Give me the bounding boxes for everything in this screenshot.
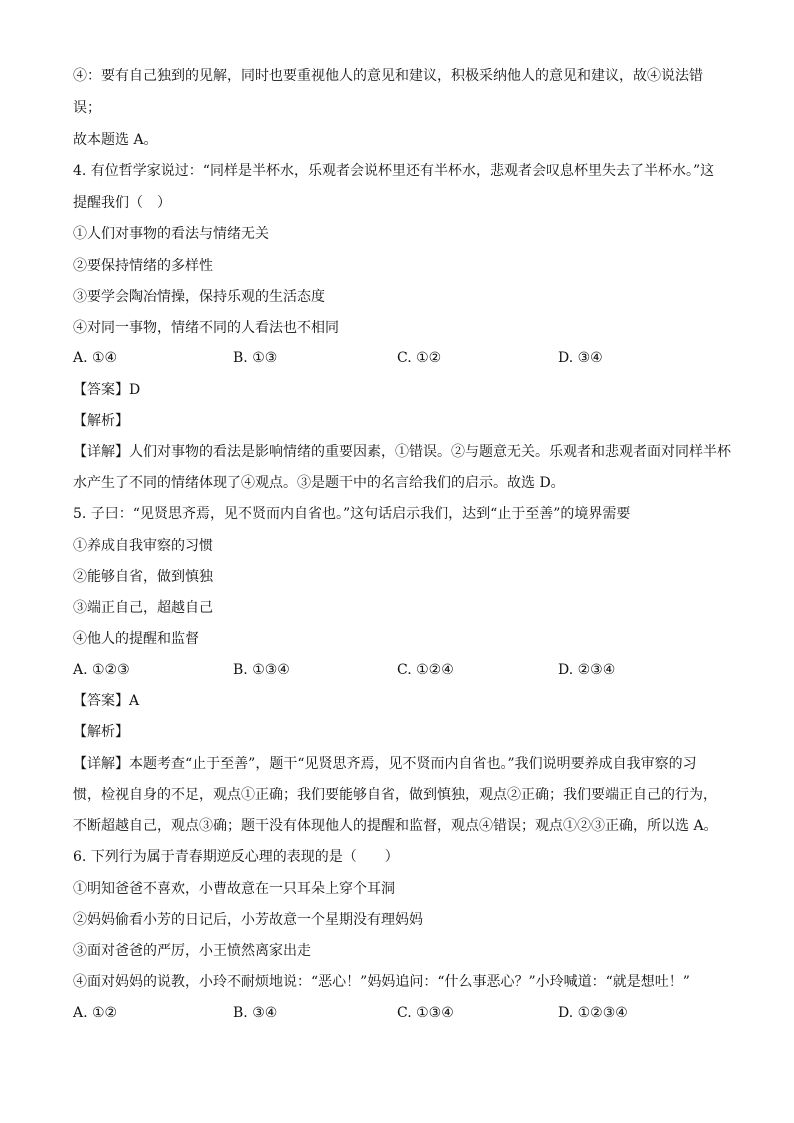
q4-option-b: B. ①③ <box>233 350 278 366</box>
explanation: 不断超越自己，观点③确；题干没有体现他人的提醒和监督，观点④错误；观点①②③正确，所以选 A。 <box>73 818 718 834</box>
q6-option-a: A. ①② <box>73 1005 118 1021</box>
text-line: ④：要有自己独到的见解，同时也要重视他人的意见和建议，积极采纳他人的意见和建议，故④说法错 <box>73 68 703 84</box>
statement: ①养成自我审察的习惯 <box>73 538 213 554</box>
explanation: 惯，检视自身的不足，观点①正确；我们要能够自省，做到慎独，观点②正确；我们要端正自己的行为， <box>73 787 717 803</box>
question-4-stem-cont: 提醒我们（ ） <box>73 195 171 211</box>
q6-option-b: B. ③④ <box>233 1005 278 1021</box>
explanation: 【详解】本题考查“止于至善”，题干“见贤思齐焉，见不贤而内自省也。”我们说明要养成自我审察的习 <box>73 756 697 772</box>
statement: ②妈妈偷看小芳的日记后，小芳故意一个星期没有理妈妈 <box>73 912 423 928</box>
statement: ②要保持情绪的多样性 <box>73 258 213 274</box>
statement: ③要学会陶冶情操，保持乐观的生活态度 <box>73 289 325 305</box>
statement: ④面对妈妈的说教，小玲不耐烦地说：“恶心！”妈妈追问：“什么事恶心？”小玲喊道：“就是想吐！” <box>73 974 690 990</box>
q5-option-b: B. ①③④ <box>233 662 290 678</box>
explanation: 【详解】人们对事物的看法是影响情绪的重要因素，①错误。②与题意无关。乐观者和悲观者面对同样半杯 <box>73 444 731 460</box>
q4-option-c: C. ①② <box>397 350 442 366</box>
statement: ③面对爸爸的严厉，小王愤然离家出走 <box>73 943 311 959</box>
q6-option-d: D. ①②③④ <box>558 1005 628 1021</box>
statement: ②能够自省，做到慎独 <box>73 569 213 585</box>
text-line: 误； <box>73 100 101 116</box>
q4-option-d: D. ③④ <box>558 350 603 366</box>
q5-option-c: C. ①②④ <box>397 662 454 678</box>
statement: ①明知爸爸不喜欢，小曹故意在一只耳朵上穿个耳洞 <box>73 881 395 897</box>
analysis-label: 【解析】 <box>73 724 129 740</box>
q5-option-d: D. ②③④ <box>558 662 616 678</box>
question-5-stem: 5. 子曰：“见贤思齐焉，见不贤而内自省也。”这句话启示我们，达到“止于至善”的境界需要 <box>73 506 631 522</box>
analysis-label: 【解析】 <box>73 413 129 429</box>
explanation: 水产生了不同的情绪体现了④观点。③是题干中的名言给我们的启示。故选 D。 <box>73 475 565 491</box>
question-6-stem: 6. 下列行为属于青春期逆反心理的表现的是（ ） <box>73 849 399 865</box>
q5-option-a: A. ①②③ <box>73 662 130 678</box>
answer-label: 【答案】A <box>73 693 140 709</box>
statement: ④他人的提醒和监督 <box>73 631 199 647</box>
answer-label: 【答案】D <box>73 382 141 398</box>
q4-option-a: A. ①④ <box>73 350 118 366</box>
question-4-stem: 4. 有位哲学家说过：“同样是半杯水，乐观者会说杯里还有半杯水，悲观者会叹息杯里失去了半杯水。”这 <box>73 163 715 179</box>
statement: ④对同一事物，情绪不同的人看法也不相同 <box>73 320 339 336</box>
statement: ①人们对事物的看法与情绪无关 <box>73 226 269 242</box>
q6-option-c: C. ①③④ <box>397 1005 454 1021</box>
text-line: 故本题选 A。 <box>73 132 158 148</box>
statement: ③端正自己，超越自己 <box>73 600 213 616</box>
